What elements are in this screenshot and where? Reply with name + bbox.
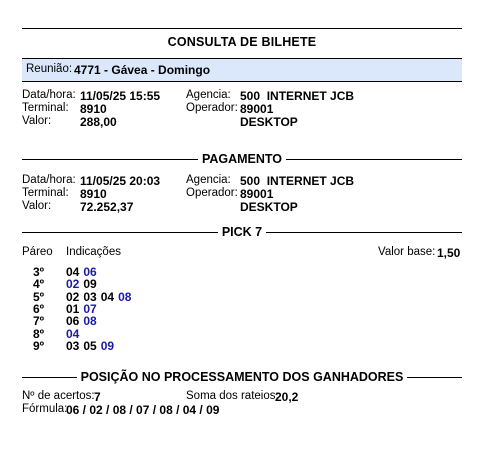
valor-label: Valor: [22, 115, 52, 127]
page-title: CONSULTA DE BILHETE [167, 35, 317, 49]
reuniao-value: 4771 - Gávea - Domingo [74, 63, 211, 77]
indicated-number: 05 [83, 338, 97, 353]
operador-label: Operador: [186, 102, 238, 114]
pag-canal-value: DESKTOP [240, 200, 298, 214]
highlighted-number: 08 [118, 289, 132, 304]
pag-agencia-label: Agencia: [186, 174, 231, 186]
pag-terminal-label: Terminal: [22, 187, 69, 199]
pagamento-heading-wrap [0, 152, 484, 166]
terminal-value: 8910 [80, 102, 107, 116]
pareo-number: 8º [33, 326, 45, 341]
posicao-title: POSIÇÃO NO PROCESSAMENTO DOS GANHADORES [77, 370, 408, 384]
pareo-number: 7º [33, 314, 45, 329]
pag-valor-label: Valor: [22, 200, 52, 212]
valor-base-value: 1,50 [437, 246, 461, 260]
pick-title: PICK 7 [218, 225, 266, 239]
indicated-number: 06 [66, 314, 80, 329]
operador-value: 89001 [240, 102, 274, 116]
indicated-number: 09 [83, 277, 97, 292]
indicacoes-column-header: Indicações [66, 246, 121, 258]
pag-agencia-value: 500 INTERNET JCB [240, 174, 355, 188]
pag-operador-value: 89001 [240, 187, 274, 201]
pareo-number: 5º [33, 289, 45, 304]
pagamento-title: PAGAMENTO [198, 152, 286, 166]
indicated-number: 04 [66, 265, 80, 279]
formula-label: Fórmula: [22, 403, 68, 415]
pag-terminal-value: 8910 [80, 187, 107, 201]
acertos-value: 7 [94, 390, 101, 404]
indicated-number: 03 [83, 289, 97, 304]
formula-value: 06 / 02 / 08 / 07 / 08 / 04 / 09 [66, 403, 220, 417]
pag-valor-value: 72.252,37 [80, 200, 134, 214]
pag-datahora-label: Data/hora: [22, 174, 76, 186]
reuniao-bar [22, 58, 462, 82]
highlighted-number: 04 [66, 326, 80, 341]
valor-base-label: Valor base: [378, 246, 436, 258]
datahora-value: 11/05/25 15:55 [80, 89, 161, 103]
highlighted-number: 06 [83, 265, 97, 279]
reuniao-label: Reunião: [26, 63, 73, 75]
canal-value: DESKTOP [240, 115, 298, 129]
soma-rateios-label: Soma dos rateios: [186, 390, 279, 402]
indicated-number: 04 [100, 289, 115, 304]
pick-heading-wrap [0, 225, 484, 239]
pareo-column-header: Páreo [22, 246, 53, 258]
valor-value: 288,00 [80, 115, 117, 129]
indicated-number: 03 [66, 338, 80, 353]
indicacoes-line [66, 339, 118, 353]
highlighted-number: 07 [83, 301, 97, 316]
pag-operador-label: Operador: [186, 187, 238, 199]
highlighted-number: 08 [83, 314, 97, 329]
pareo-number: 9º [33, 338, 45, 353]
highlighted-number: 09 [100, 338, 115, 353]
soma-rateios-value: 20,2 [275, 390, 299, 404]
indicated-number: 01 [66, 301, 80, 316]
top-rule [22, 28, 462, 29]
pareo-number: 4º [33, 277, 45, 292]
terminal-label: Terminal: [22, 102, 69, 114]
agencia-value: 500 INTERNET JCB [240, 89, 355, 103]
datahora-label: Data/hora: [22, 89, 76, 101]
pareo-number: 6º [33, 301, 45, 316]
acertos-label: Nº de acertos: [22, 390, 95, 402]
agencia-label: Agencia: [186, 89, 231, 101]
indicated-number: 02 [66, 289, 80, 304]
pag-datahora-value: 11/05/25 20:03 [80, 174, 161, 188]
posicao-heading-wrap [0, 370, 484, 384]
pareo-number: 3º [33, 265, 45, 279]
highlighted-number: 02 [66, 277, 80, 292]
